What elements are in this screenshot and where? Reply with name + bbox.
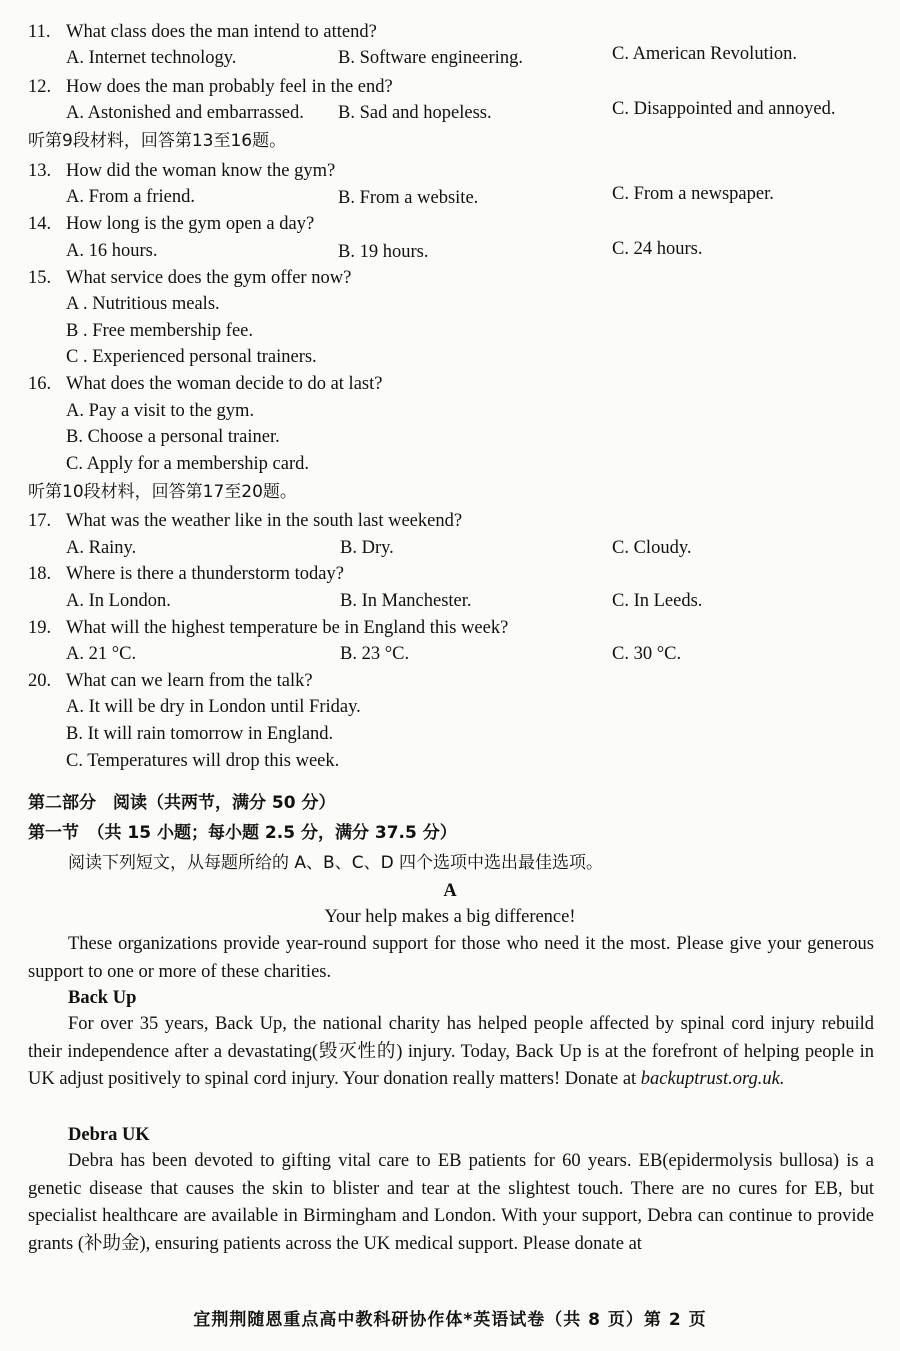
passage-intro: These organizations provide year-round support for those who need it the most. Please give your generous support to one or more of these charities. <box>28 934 874 982</box>
option-a: A. Astonished and embarrassed. <box>66 103 304 123</box>
question-14: 14. How long is the gym open a day? <box>28 214 315 234</box>
passage-title: Your help makes a big difference! <box>324 907 576 927</box>
option-b: B. 23 °C. <box>340 644 410 664</box>
option-b: B . Free membership fee. <box>66 321 253 341</box>
option-a: A. It will be dry in London until Friday. <box>66 697 361 717</box>
option-c: C. From a newspaper. <box>612 184 774 204</box>
option-c: C. 24 hours. <box>612 239 703 259</box>
question-20: 20. What can we learn from the talk? <box>28 671 313 691</box>
listening-note-seg10: 听第10段材料，回答第17至20题。 <box>28 482 297 502</box>
option-c: C. Disappointed and annoyed. <box>612 99 836 119</box>
option-b: B. Software engineering. <box>338 48 523 68</box>
option-a: A . Nutritious meals. <box>66 294 220 314</box>
listening-note-seg9: 听第9段材料，回答第13至16题。 <box>28 131 287 151</box>
option-c: C. Apply for a membership card. <box>66 454 310 474</box>
charity-text-backup: For over 35 years, Back Up, the national charity has helped people affected by spinal cord injury rebuild their independence after a devastating(毁灭性的) injury. Today, Back Up is at the forefront of helping people in UK adjust positively to spinal cord injury. Your donation really matters! Donate at backuptrust.org.uk. <box>28 1014 874 1089</box>
question-15: 15. What service does the gym offer now? <box>28 268 352 288</box>
question-16: 16. What does the woman decide to do at last? <box>28 374 383 394</box>
question-13: 13. How did the woman know the gym? <box>28 161 336 181</box>
page-footer: 宜荆荆随恩重点高中教科研协作体*英语试卷（共 8 页）第 2 页 <box>193 1310 707 1330</box>
option-c: C. Temperatures will drop this week. <box>66 751 340 771</box>
option-a: A. 21 °C. <box>66 644 137 664</box>
option-a: A. Internet technology. <box>66 48 237 68</box>
section1-title: 第一节 （共 15 小题；每小题 2.5 分，满分 37.5 分） <box>28 823 457 843</box>
option-a: A. From a friend. <box>66 187 195 207</box>
charity-heading-backup: Back Up <box>68 988 137 1008</box>
option-a: A. Pay a visit to the gym. <box>66 401 255 421</box>
option-c: C. 30 °C. <box>612 644 682 664</box>
question-18: 18. Where is there a thunderstorm today? <box>28 564 344 584</box>
option-b: B. Choose a personal trainer. <box>66 427 280 447</box>
option-b: B. Dry. <box>340 538 394 558</box>
option-b: B. In Manchester. <box>340 591 472 611</box>
passage-letter: A <box>443 881 457 901</box>
option-c: C. American Revolution. <box>612 44 797 64</box>
question-17: 17. What was the weather like in the south last weekend? <box>28 511 463 531</box>
option-b: B. It will rain tomorrow in England. <box>66 724 334 744</box>
option-b: B. 19 hours. <box>338 242 429 262</box>
donation-link: backuptrust.org.uk. <box>640 1069 785 1089</box>
question-19: 19. What will the highest temperature be in England this week? <box>28 618 509 638</box>
option-c: C. In Leeds. <box>612 591 703 611</box>
question-12: 12. How does the man probably feel in the end? <box>28 77 393 97</box>
part2-title: 第二部分 阅读（共两节，满分 50 分） <box>28 793 336 813</box>
charity-text-debra: Debra has been devoted to gifting vital care to EB patients for 60 years. EB(epidermolysis bullosa) is a genetic disease that causes the skin to blister and tear at the slightest touch. There are no cures for EB, but specialist healthcare are available in Birmingham and London. With your support, Debra can continue to provide grants (补助金), ensuring patients across the UK medical support. Please donate at <box>28 1151 874 1254</box>
reading-instruction: 阅读下列短文，从每题所给的 A、B、C、D 四个选项中选出最佳选项。 <box>68 853 604 873</box>
option-c: C . Experienced personal trainers. <box>66 347 317 367</box>
option-a: A. 16 hours. <box>66 241 158 261</box>
option-a: A. Rainy. <box>66 538 137 558</box>
option-c: C. Cloudy. <box>612 538 692 558</box>
charity-heading-debra: Debra UK <box>68 1125 150 1145</box>
option-a: A. In London. <box>66 591 171 611</box>
question-11: 11. What class does the man intend to attend? <box>28 22 377 42</box>
option-b: B. Sad and hopeless. <box>338 103 492 123</box>
option-b: B. From a website. <box>338 188 479 208</box>
